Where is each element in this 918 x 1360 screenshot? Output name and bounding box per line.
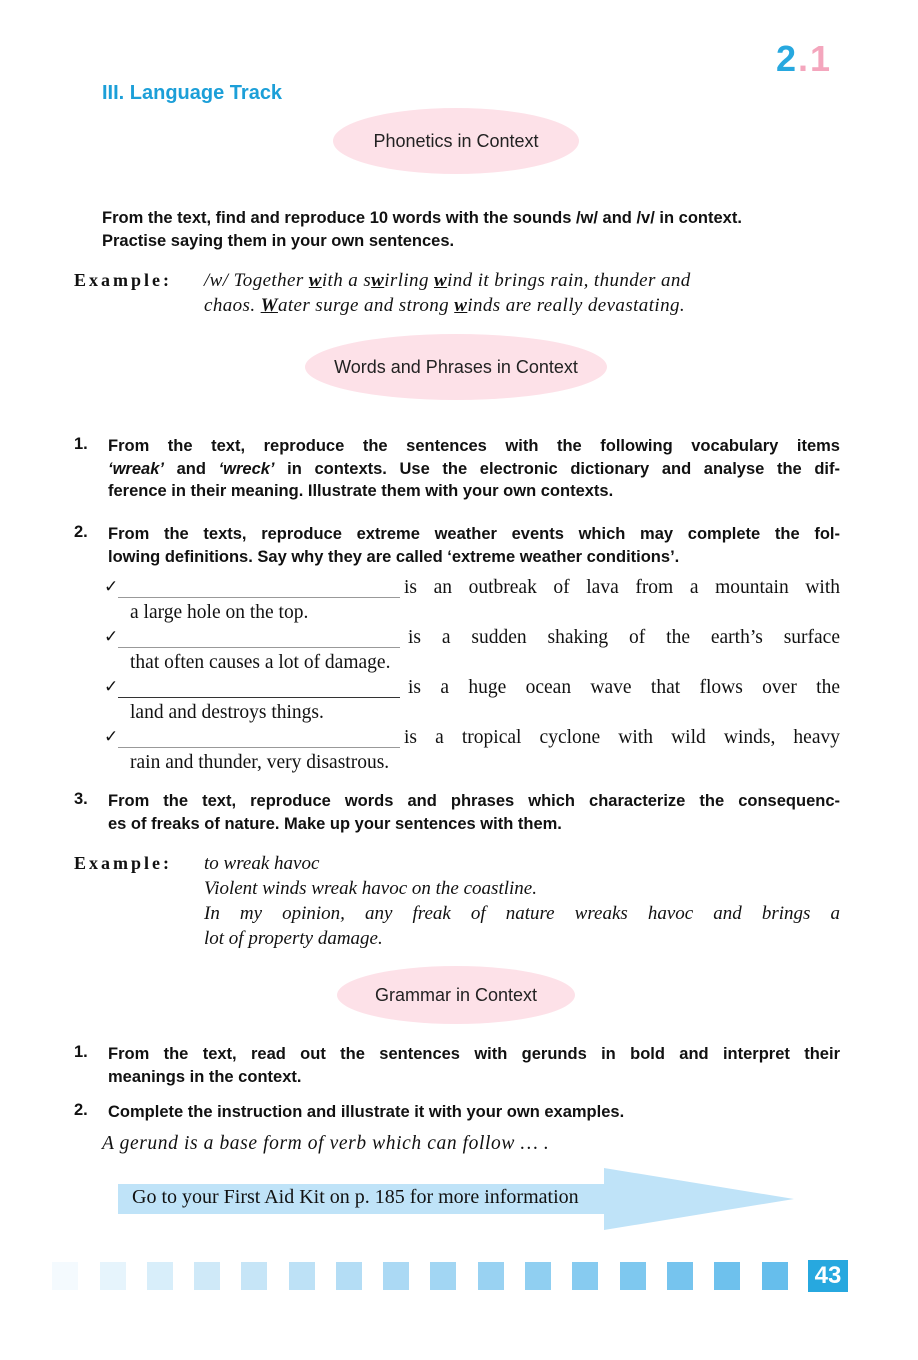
grammar-item2-number: 2. <box>74 1101 88 1119</box>
words-item1-number: 1. <box>74 435 88 453</box>
phonetics-instruction <box>102 207 842 252</box>
decor-square <box>336 1262 362 1290</box>
words-item2-number: 2. <box>74 523 88 541</box>
blank-line[interactable] <box>118 697 400 698</box>
words-item3-number: 3. <box>74 790 88 808</box>
check-icon: ✓ <box>104 727 119 747</box>
decor-square <box>241 1262 267 1290</box>
phonetics-instruction-line1: From the text, find and reproduce 10 words with the sounds /w/ and /v/ in context. <box>102 209 742 227</box>
unit-major: 2 <box>776 38 799 79</box>
grammar-item2-text: Complete the instruction and illustrate it with your own examples. <box>108 1103 625 1121</box>
example-line: lot of property damage. <box>204 928 383 949</box>
decor-square <box>714 1262 740 1290</box>
decor-square <box>667 1262 693 1290</box>
blank-line[interactable] <box>118 747 400 748</box>
decor-square <box>194 1262 220 1290</box>
unit-dot: . <box>798 38 811 79</box>
words-item1-text: From the text, reproduce the sentences with the following vocabulary items ‘wreak’ and ‘wreck’ in contexts. Use the electronic dictionary and analyse the dif- ference in their meaning. Illustrate them with your own contexts. <box>108 437 840 500</box>
decor-square <box>478 1262 504 1290</box>
grammar-item1-text: From the text, read out the sentences with gerunds in bold and interpret their meanings in the context. <box>108 1045 840 1086</box>
decor-square <box>572 1262 598 1290</box>
phonetics-example-line1: /w/ Together with a swirling wind it brings rain, thunder and <box>204 270 691 291</box>
example-line: In my opinion, any freak of nature wreaks havoc and brings a <box>204 903 840 924</box>
example-label: Example: <box>74 270 172 290</box>
check-icon: ✓ <box>104 577 119 597</box>
check-icon: ✓ <box>104 677 119 697</box>
decor-square <box>100 1262 126 1290</box>
unit-number <box>776 38 832 80</box>
check-icon: ✓ <box>104 627 119 647</box>
example-label: Example: <box>74 853 172 873</box>
example-line: Violent winds wreak havoc on the coastline. <box>204 878 537 899</box>
blank-line[interactable] <box>118 647 400 648</box>
pill-phonetics-label: Phonetics in Context <box>373 130 539 151</box>
phonetics-instruction-line2: Practise saying them in your own sentences. <box>102 231 455 250</box>
pill-phonetics <box>333 108 579 174</box>
decor-square <box>762 1262 788 1290</box>
pill-grammar-label: Grammar in Context <box>374 984 538 1005</box>
section-title: III. Language Track <box>102 82 283 104</box>
decor-square <box>52 1262 78 1290</box>
gerund-statement: A gerund is a base form of verb which can follow … . <box>102 1133 550 1154</box>
blank-line[interactable] <box>118 597 400 598</box>
decor-square <box>430 1262 456 1290</box>
page-number: 43 <box>808 1260 848 1292</box>
unit-minor: 1 <box>810 38 833 79</box>
pill-grammar <box>337 966 575 1024</box>
words-item2-text: From the texts, reproduce extreme weather events which may complete the fol- lowing definitions. Say why they are called ‘extreme weather conditions’. <box>108 525 840 566</box>
pill-words-phrases <box>305 334 607 400</box>
pill-words-phrases-label: Words and Phrases in Context <box>334 356 578 377</box>
first-aid-kit-arrow[interactable] <box>118 1168 798 1230</box>
decor-square <box>620 1262 646 1290</box>
phonetics-example-line2: chaos. Water surge and strong winds are really devastating. <box>204 295 686 316</box>
words-item3-text: From the text, reproduce words and phrases which characterize the consequenc- es of freaks of nature. Make up your sentences with them. <box>108 792 840 833</box>
decor-square <box>525 1262 551 1290</box>
example-line: to wreak havoc <box>204 853 320 874</box>
grammar-item1-number: 1. <box>74 1043 88 1061</box>
first-aid-kit-link: Go to your First Aid Kit on p. 185 for more information <box>132 1186 579 1208</box>
decor-square <box>383 1262 409 1290</box>
decor-square <box>147 1262 173 1290</box>
decor-square <box>289 1262 315 1290</box>
